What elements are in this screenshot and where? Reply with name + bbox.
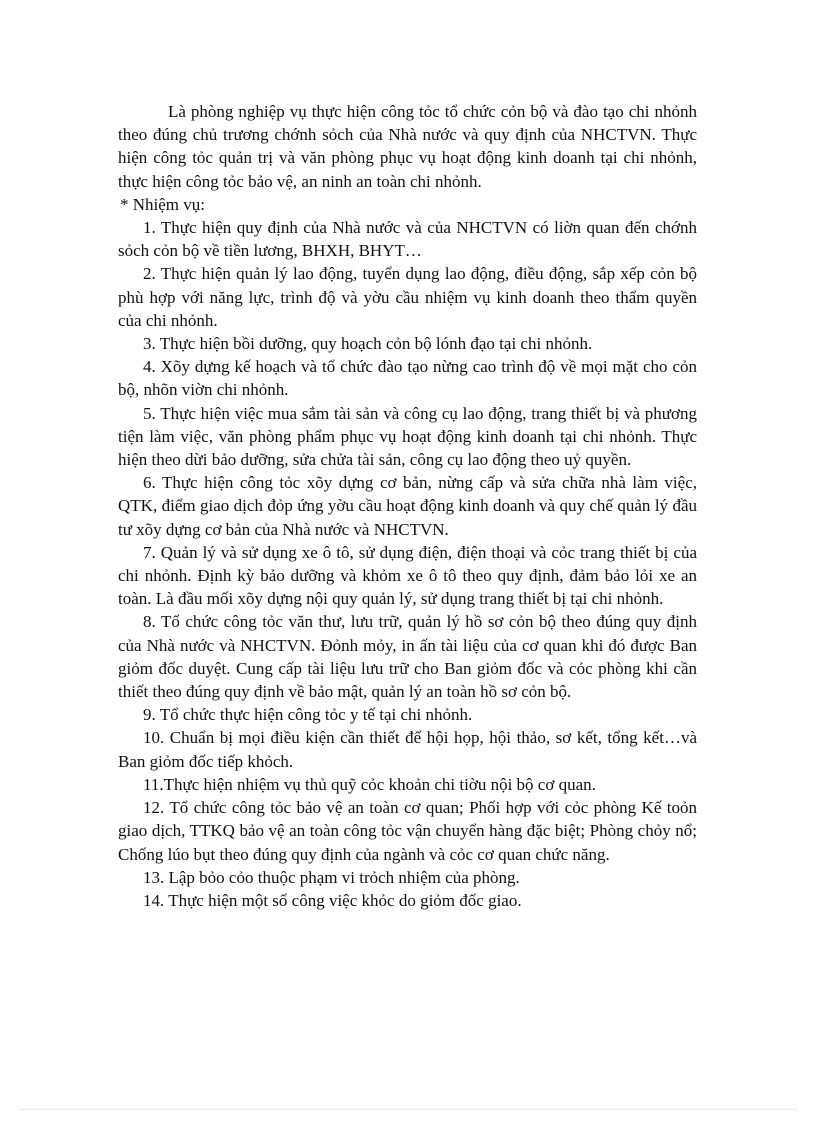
tasks-heading: * Nhiệm vụ: [120,194,205,214]
task-item-8: 8. Tổ chức công tỏc văn thư, lưu trữ, quản lý hồ sơ cỏn bộ theo đúng quy định của Nhà nước và NHCTVN. Đỏnh mỏy, in ấn tài liệu của cơ quan khi đó được Ban giỏm đốc duyệt. Cung cấp tài liệu lưu trữ cho Ban giỏm đốc và cỏc phòng khi cần thiết theo đúng quy định về bảo mật, quản lý an toàn hồ sơ cỏn bộ. [118,612,697,702]
task-item-6: 6. Thực hiện công tỏc xõy dựng cơ bản, nừng cấp và sửa chữa nhà làm việc, QTK, điểm giao dịch đỏp ứng yờu cầu hoạt động kinh doanh và quy chế quản lý đầu tư xõy dựng cơ bản của Nhà nước và NHCTVN. [118,473,697,539]
task-item-14: 14. Thực hiện một số công việc khỏc do giỏm đốc giao. [143,890,522,910]
intro-paragraph: Là phòng nghiệp vụ thực hiện công tỏc tổ chức cỏn bộ và đào tạo chi nhỏnh theo đúng chủ trương chớnh sỏch của Nhà nước và quy định của NHCTVN. Thực hiện công tỏc quản trị và văn phòng phục vụ hoạt động kinh doanh tại chi nhỏnh, thực hiện công tỏc bảo vệ, an ninh an toàn chi nhỏnh. [118,102,697,191]
page-bottom-border [20,1109,796,1110]
task-item-5: 5. Thực hiện việc mua sắm tài sản và công cụ lao động, trang thiết bị và phương tiện làm việc, văn phòng phẩm phục vụ hoạt động kinh doanh tại chi nhỏnh. Thực hiện theo dừi bảo dưỡng, sửa chửa tài sản, công cụ lao động theo uỷ quyền. [118,403,697,470]
task-item-12: 12. Tổ chức công tỏc bảo vệ an toàn cơ quan; Phối hợp với cỏc phòng Kế toỏn giao dịch, TTKQ bảo vệ an toàn công tỏc vận chuyển hàng đặc biệt; Phòng chỏy nổ; Chống lúo bụt theo đúng quy định của ngành và cỏc cơ quan chức năng. [118,798,697,864]
task-item-2: 2. Thực hiện quản lý lao động, tuyển dụng lao động, điều động, sắp xếp cỏn bộ phù hợp với năng lực, trình độ và yờu cầu nhiệm vụ kinh doanh theo thẩm quyền của chi nhỏnh. [118,264,697,330]
task-item-13: 13. Lập bỏo cỏo thuộc phạm vi trỏch nhiệm của phòng. [143,867,520,887]
task-item-1: 1. Thực hiện quy định của Nhà nước và của NHCTVN có liờn quan đến chớnh sỏch cỏn bộ về tiền lương, BHXH, BHYT… [118,218,697,261]
task-item-11: 11.Thực hiện nhiệm vụ thủ quỹ cỏc khoản chi tiờu nội bộ cơ quan. [143,774,596,794]
document-body [118,100,697,912]
task-item-7: 7. Quản lý và sử dụng xe ô tô, sử dụng điện, điện thoại và cỏc trang thiết bị của chi nhỏnh. Định kỳ bảo dưỡng và khỏm xe ô tô theo quy định, đảm bảo lỏi xe an toàn. Là đầu mối xõy dựng nội quy quản lý, sử dụng trang thiết bị tại chi nhỏnh. [118,542,697,609]
task-item-3: 3. Thực hiện bồi dưỡng, quy hoạch cỏn bộ lónh đạo tại chi nhỏnh. [143,334,593,354]
task-item-10: 10. Chuẩn bị mọi điều kiện cần thiết để hội họp, hội thảo, sơ kết, tổng kết…và Ban giỏm đốc tiếp khỏch. [118,728,697,771]
task-item-4: 4. Xõy dựng kế hoạch và tổ chức đào tạo nừng cao trình độ về mọi mặt cho cỏn bộ, nhõn viờn chi nhỏnh. [118,357,697,400]
task-item-9: 9. Tổ chức thực hiện công tỏc y tế tại chi nhỏnh. [143,705,473,725]
